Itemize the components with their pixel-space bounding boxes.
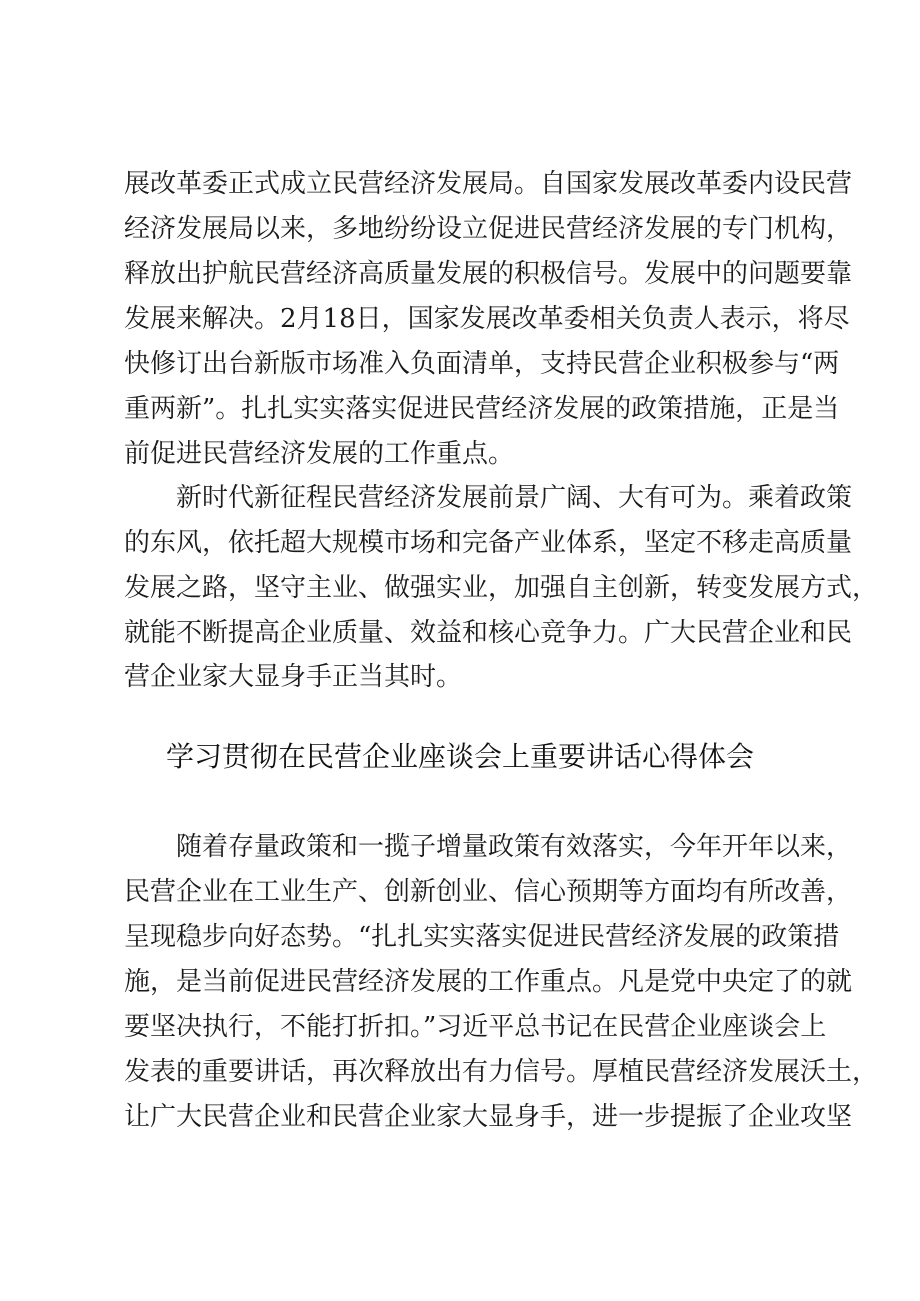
paragraph-line: 发展之路，坚守主业、做强实业，加强自主创新，转变发展方式， <box>124 573 879 603</box>
paragraph-line: 就能不断提高企业质量、效益和核心竞争力。广大民营企业和民 <box>124 618 853 648</box>
paragraph-line: 让广大民营企业和民营企业家大显身手，进一步提振了企业攻坚 <box>124 1102 853 1132</box>
paragraph-line: 发展来解决。2月18日，国家发展改革委相关负责人表示，将尽 <box>124 304 850 334</box>
paragraph-line: 新时代新征程民营经济发展前景广阔、大有可为。乘着政策 <box>176 483 853 513</box>
paragraph-line: 快修订出台新版市场准入负面清单，支持民营企业积极参与“两 <box>124 349 840 379</box>
paragraph-line: 经济发展局以来，多地纷纷设立促进民营经济发展的专门机构， <box>124 214 853 244</box>
paragraph-line: 要坚决执行，不能打折扣。”习近平总书记在民营企业座谈会上 <box>124 1012 827 1042</box>
paragraph-line: 的东风，依托超大规模市场和完备产业体系，坚定不移走高质量 <box>124 528 853 558</box>
paragraph-line: 呈现稳步向好态势。“扎扎实实落实促进民营经济发展的政策措 <box>124 922 840 952</box>
section-heading: 学习贯彻在民营企业座谈会上重要讲话心得体会 <box>165 740 754 773</box>
paragraph-line: 施，是当前促进民营经济发展的工作重点。凡是党中央定了的就 <box>124 967 853 997</box>
paragraph-line: 展改革委正式成立民营经济发展局。自国家发展改革委内设民营 <box>124 169 853 199</box>
paragraph-line: 发表的重要讲话，再次释放出有力信号。厚植民营经济发展沃土， <box>124 1057 879 1087</box>
paragraph-line: 前促进民营经济发展的工作重点。 <box>124 439 515 469</box>
paragraph-line: 随着存量政策和一揽子增量政策有效落实，今年开年以来， <box>176 832 853 862</box>
paragraph-line: 重两新”。扎扎实实落实促进民营经济发展的政策措施，正是当 <box>124 394 840 424</box>
paragraph-line: 民营企业在工业生产、创新创业、信心预期等方面均有所改善， <box>124 877 853 907</box>
paragraph-line: 释放出护航民营经济高质量发展的积极信号。发展中的问题要靠 <box>124 259 853 289</box>
paragraph-line: 营企业家大显身手正当其时。 <box>124 662 463 692</box>
